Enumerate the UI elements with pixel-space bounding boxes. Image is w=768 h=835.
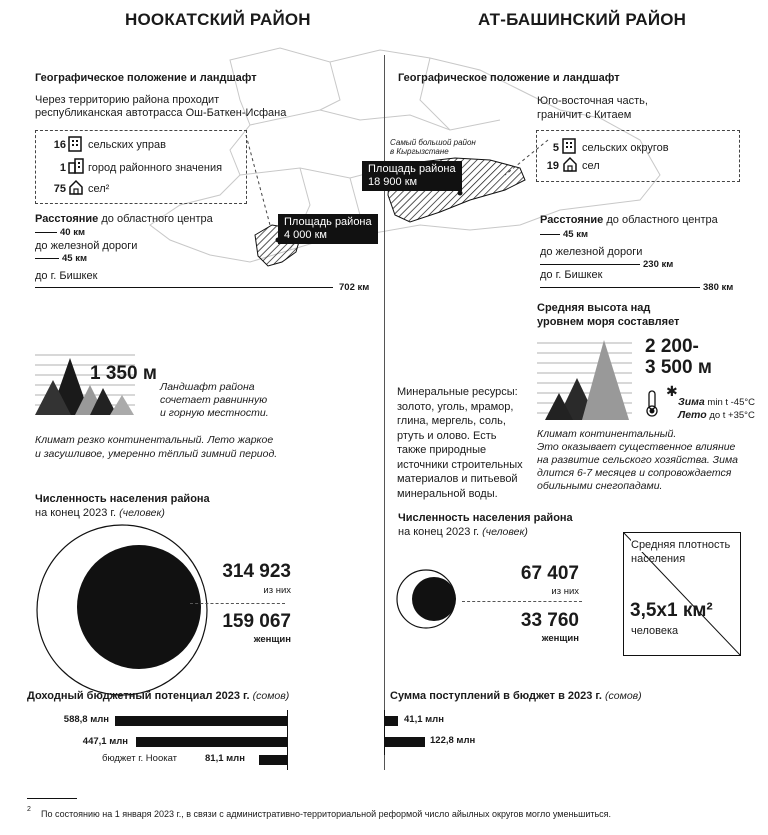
budget-bar	[385, 716, 398, 726]
left-distance-heading: Расстояние до областного центра	[35, 213, 213, 225]
dist-line	[35, 287, 333, 288]
left-pop-heading: Численность населения района	[35, 493, 210, 505]
landscape-text: сочетает равнинную	[160, 394, 268, 406]
climate-text: Климат резко континентальный. Лето жаркое	[35, 434, 274, 446]
budget-bar	[115, 716, 287, 726]
right-pop-total: 67 407	[520, 563, 579, 584]
snowflake-icon: ✱	[666, 383, 678, 399]
stat-label: сельских управ	[88, 139, 166, 151]
budget-label: 447,1 млн	[82, 736, 128, 747]
right-distance-heading: Расстояние до областного центра	[540, 214, 718, 226]
left-budget-heading: Доходный бюджетный потенциал 2023 г. (сомов)	[27, 690, 290, 702]
landscape-text: Ландшафт района	[160, 381, 255, 393]
density-value: 3,5х1 км²	[630, 600, 713, 621]
left-geo-heading: Географическое положение и ландшафт	[35, 72, 257, 84]
right-altitude: 3 500 м	[645, 357, 712, 378]
budget-bar	[136, 737, 287, 747]
city-icon	[68, 158, 84, 174]
house-icon	[68, 179, 84, 195]
footnote-mark: 2	[27, 806, 31, 813]
dist-label: до г. Бишкек	[35, 270, 98, 282]
right-geo-heading: Географическое положение и ландшафт	[398, 72, 620, 84]
right-pop-sub: на конец 2023 г. (человек)	[398, 526, 528, 538]
pop-women-label: женщин	[541, 633, 579, 644]
density-label: Средняя плотность	[631, 539, 731, 551]
dist-line	[540, 234, 560, 235]
pop-of-them: из них	[551, 586, 579, 597]
footnote-text: По состоянию на 1 января 2023 г., в связи с административно-территориальной реформой число айылных округов могло уменьшиться.	[41, 809, 612, 819]
stat-label: город районного значения	[88, 162, 223, 174]
pop-of-them: из них	[263, 585, 291, 596]
footnote-rule	[27, 798, 77, 799]
left-pop-total: 314 923	[222, 561, 291, 582]
left-geo-text-2: республиканская автотрасса Ош-Баткен-Исфана	[35, 107, 287, 119]
stat-label: сел²	[88, 183, 110, 195]
density-unit: человека	[631, 625, 679, 637]
dist-value: 702 км	[339, 282, 370, 293]
building-icon	[562, 138, 576, 154]
budget-bar	[259, 755, 287, 765]
summer-temp: Лето до t +35°С	[678, 409, 755, 421]
dist-line	[35, 258, 59, 259]
minerals-text: Минеральные ресурсы: золото, уголь, мрамор, глина, мергель, соль, ртуть и олово. Есть также природные источники строительных материалов и питьевой минеральной воды.	[397, 386, 523, 500]
altitude-heading: Средняя высота над	[537, 302, 651, 314]
climate-text: и засушливое, умеренно тёплый зимний период.	[35, 448, 278, 460]
budget-prefix: бюджет г. Ноокат	[102, 753, 178, 764]
right-climate-text: Климат континентальный. Это оказывает существенное влияние на развитие сельского хозяйства. Зима длится 6-7 месяцев и сопровождается обильными снегопадами.	[537, 428, 739, 492]
right-budget-heading: Сумма поступлений в бюджет в 2023 г. (сомов)	[390, 690, 642, 702]
dist-value: 230 км	[643, 259, 674, 270]
right-pop-women: 33 760	[520, 610, 579, 631]
budget-bar	[385, 737, 425, 747]
thermometer-icon	[644, 390, 660, 418]
dist-line	[540, 264, 640, 265]
house-icon	[562, 156, 578, 172]
dist-value: 45 км	[62, 253, 87, 264]
left-pop-sub: на конец 2023 г. (человек)	[35, 507, 165, 519]
stat-num: 19	[546, 160, 559, 172]
dist-label: до железной дороги	[540, 246, 643, 258]
left-geo-text-1: Через территорию района проходит	[35, 94, 220, 106]
budget-axis	[287, 710, 288, 770]
right-altitude: 2 200-	[645, 336, 699, 357]
pop-divider	[190, 603, 285, 604]
budget-label: 122,8 млн	[430, 735, 476, 746]
stat-label: сельских округов	[582, 142, 669, 154]
dist-line	[35, 232, 57, 233]
left-altitude: 1 350 м	[90, 363, 157, 384]
right-geo-text-1: Юго-восточная часть,	[537, 95, 648, 107]
largest-note: Самый большой район в Кыргызстане	[390, 138, 476, 156]
dist-value: 380 км	[703, 282, 734, 293]
mountains-icon	[537, 338, 632, 422]
left-title: НООКАТСКИЙ РАЙОН	[125, 10, 311, 29]
altitude-heading: уровнем моря составляет	[537, 316, 680, 328]
building-icon	[68, 136, 82, 152]
stat-label: сел	[582, 160, 600, 172]
left-pop-women: 159 067	[222, 611, 291, 632]
dist-value: 40 км	[60, 227, 85, 238]
budget-label: 588,8 млн	[63, 714, 109, 725]
budget-label: 41,1 млн	[404, 714, 444, 725]
right-area-label: Площадь района 18 900 км	[362, 161, 462, 191]
stat-num: 5	[552, 142, 559, 154]
landscape-text: и горную местности.	[160, 407, 269, 419]
right-title: АТ-БАШИНСКИЙ РАЙОН	[478, 10, 687, 29]
dist-label: до г. Бишкек	[540, 269, 603, 281]
stat-num: 16	[53, 139, 66, 151]
right-geo-text-2: граничит с Китаем	[537, 109, 632, 121]
right-pop-heading: Численность населения района	[398, 512, 573, 524]
stat-num: 75	[53, 183, 66, 195]
winter-temp: Зима min t -45°С	[678, 396, 756, 408]
stat-num: 1	[59, 162, 66, 174]
pop-women-label: женщин	[253, 634, 291, 645]
pop-divider	[462, 601, 582, 602]
left-pop-circles	[35, 523, 210, 698]
left-area-label: Площадь района 4 000 км	[278, 214, 378, 244]
dist-label: до железной дороги	[35, 240, 138, 252]
dist-line	[540, 287, 700, 288]
budget-label: 81,1 млн	[205, 753, 245, 764]
density-label: населения	[631, 553, 686, 565]
dist-value: 45 км	[563, 229, 588, 240]
right-pop-circles	[394, 568, 464, 630]
mountains-icon	[35, 350, 135, 420]
